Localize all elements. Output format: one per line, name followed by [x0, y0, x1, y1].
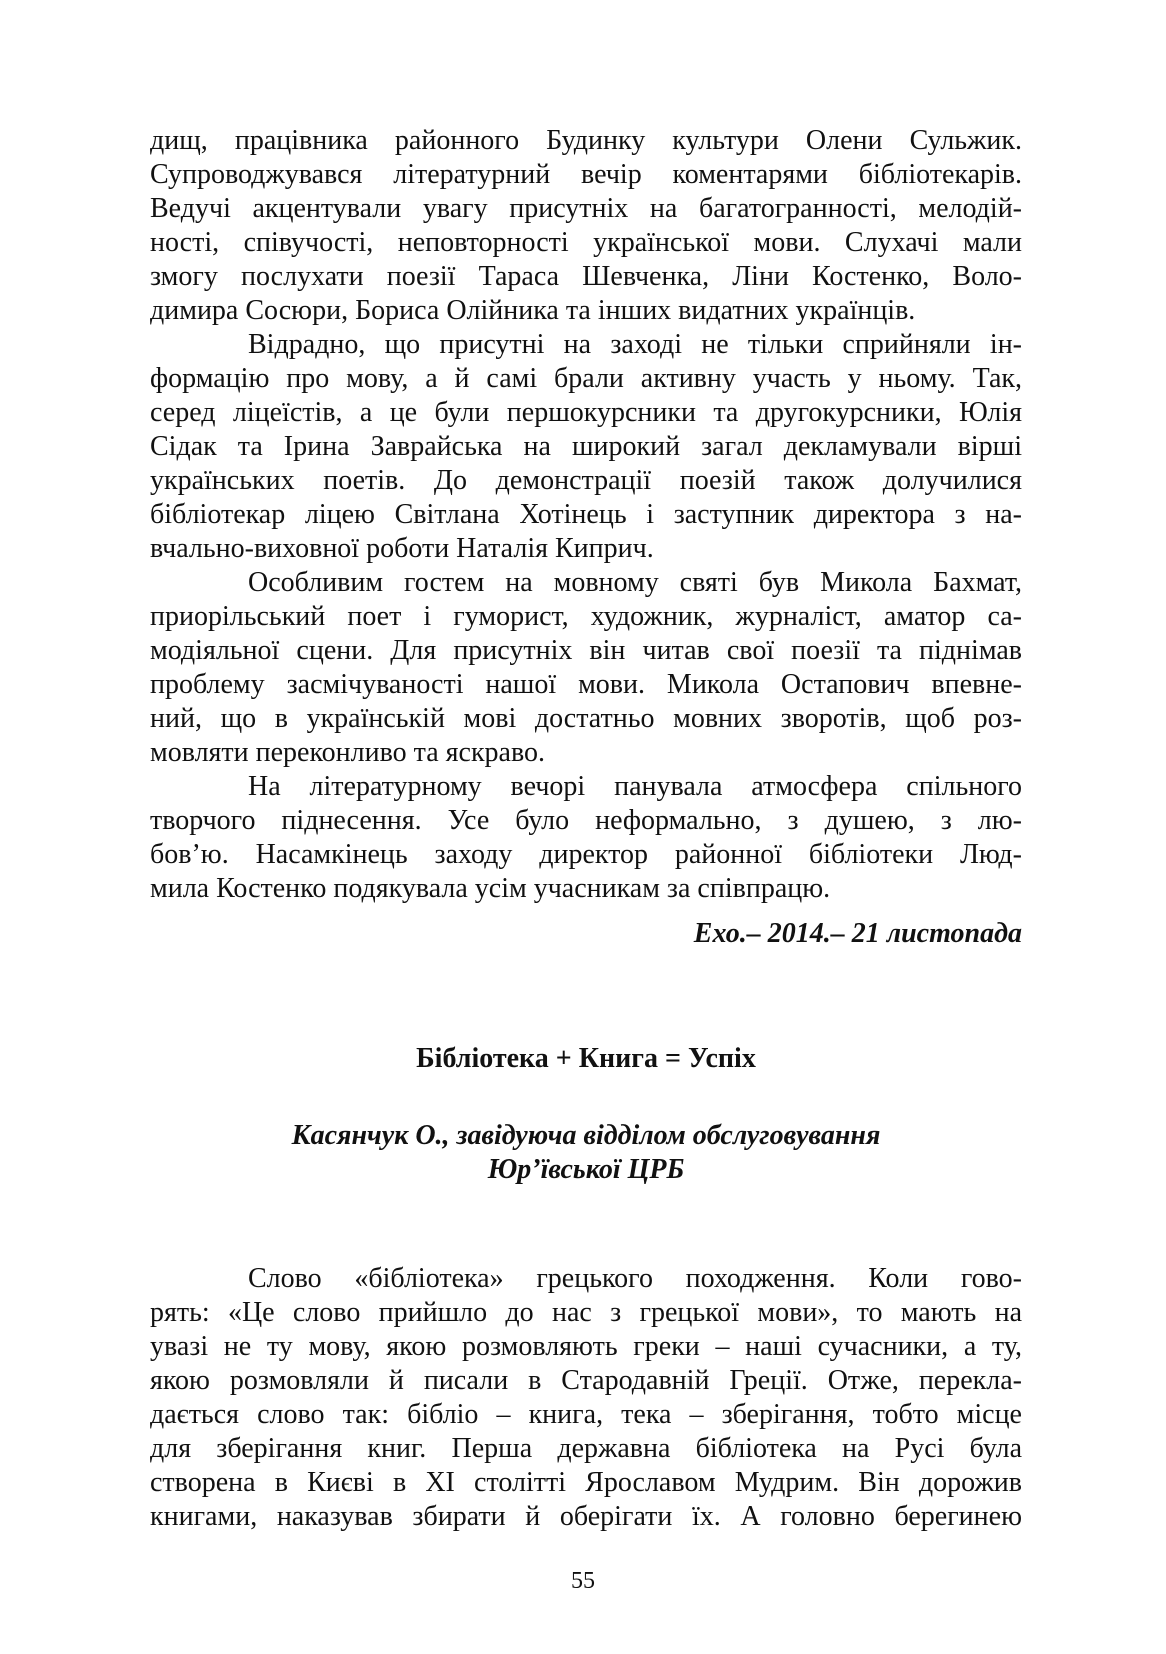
text-line: Ведучі акцентували увагу присутніх на багатогранності, мелодій- — [150, 193, 1022, 224]
article2-body — [150, 1262, 1022, 1534]
text-line: книгами, наказував збирати й оберігати їх. А головно берегинею — [150, 1501, 1022, 1532]
text-line: українських поетів. До демонстрації поезій також долучилися — [150, 465, 1022, 496]
text-line: дається слово так: бібліо – книга, тека – зберігання, тобто місце — [150, 1399, 1022, 1430]
text-line: проблему засмічуваності нашої мови. Микола Остапович впевне- — [150, 669, 1022, 700]
text-line: Особливим гостем на мовному святі був Микола Бахмат, — [248, 567, 1022, 598]
article1-source: Ехо.– 2014.– 21 листопада — [693, 918, 1022, 949]
text-line: рять: «Це слово прийшло до нас з грецької мови», то мають на — [150, 1297, 1022, 1328]
text-line: димира Сосюри, Бориса Олійника та інших видатних українців. — [150, 295, 916, 326]
text-line: мила Костенко подякувала усім учасникам за співпрацю. — [150, 873, 831, 904]
text-line: увазі не ту мову, якою розмовляють греки – наші сучасники, а ту, — [150, 1331, 1022, 1362]
text-line: Слово «бібліотека» грецького походження. Коли гово- — [248, 1263, 1022, 1294]
text-line: серед ліцеїстів, а це були першокурсники та другокурсники, Юлія — [150, 397, 1022, 428]
text-line: приорільський поет і гуморист, художник, журналіст, аматор са- — [150, 601, 1022, 632]
text-line: Супроводжувався літературний вечір коментарями бібліотекарів. — [150, 159, 1022, 190]
text-line: вчально-виховної роботи Наталія Киприч. — [150, 533, 654, 564]
text-line: змогу послухати поезії Тараса Шевченка, Ліни Костенко, Воло- — [150, 261, 1022, 292]
text-line: бібліотекар ліцею Світлана Хотінець і заступник директора з на- — [150, 499, 1022, 530]
text-line: для зберігання книг. Перша державна бібліотека на Русі була — [150, 1433, 1022, 1464]
text-line: мовляти переконливо та яскраво. — [150, 737, 546, 768]
text-line: бов’ю. Насамкінець заходу директор районної бібліотеки Люд- — [150, 839, 1022, 870]
article2-author — [150, 1119, 1022, 1187]
text-line: якою розмовляли й писали в Стародавній Греції. Отже, перекла- — [150, 1365, 1022, 1396]
text-line: ності, співучості, неповторності української мови. Слухачі мали — [150, 227, 1022, 258]
text-line: творчого піднесення. Усе було неформально, з душею, з лю- — [150, 805, 1022, 836]
text-line: модіяльної сцени. Для присутніх він читав свої поезії та піднімав — [150, 635, 1022, 666]
text-line: формацію про мову, а й самі брали активну участь у ньому. Так, — [150, 363, 1022, 394]
page-number: 55 — [571, 1568, 595, 1594]
text-line: створена в Києві в XI столітті Ярославом Мудрим. Він дорожив — [150, 1467, 1022, 1498]
text-line: дищ, працівника районного Будинку культури Олени Сульжик. — [150, 125, 1022, 156]
author-line-2: Юр’ївської ЦРБ — [487, 1154, 685, 1185]
text-line: Відрадно, що присутні на заході не тільки сприйняли ін- — [248, 329, 1022, 360]
author-line-1: Касянчук О., завідуюча відділом обслуговування — [291, 1120, 881, 1151]
text-line: ний, що в українській мові достатньо мовних зворотів, щоб роз- — [150, 703, 1022, 734]
text-line: На літературному вечорі панувала атмосфера спільного — [248, 771, 1022, 802]
article2-title: Бібліотека + Книга = Успіх — [416, 1043, 756, 1074]
text-line: Сідак та Ірина Заврайська на широкий загал декламували вірші — [150, 431, 1022, 462]
article1-body — [150, 124, 1022, 906]
